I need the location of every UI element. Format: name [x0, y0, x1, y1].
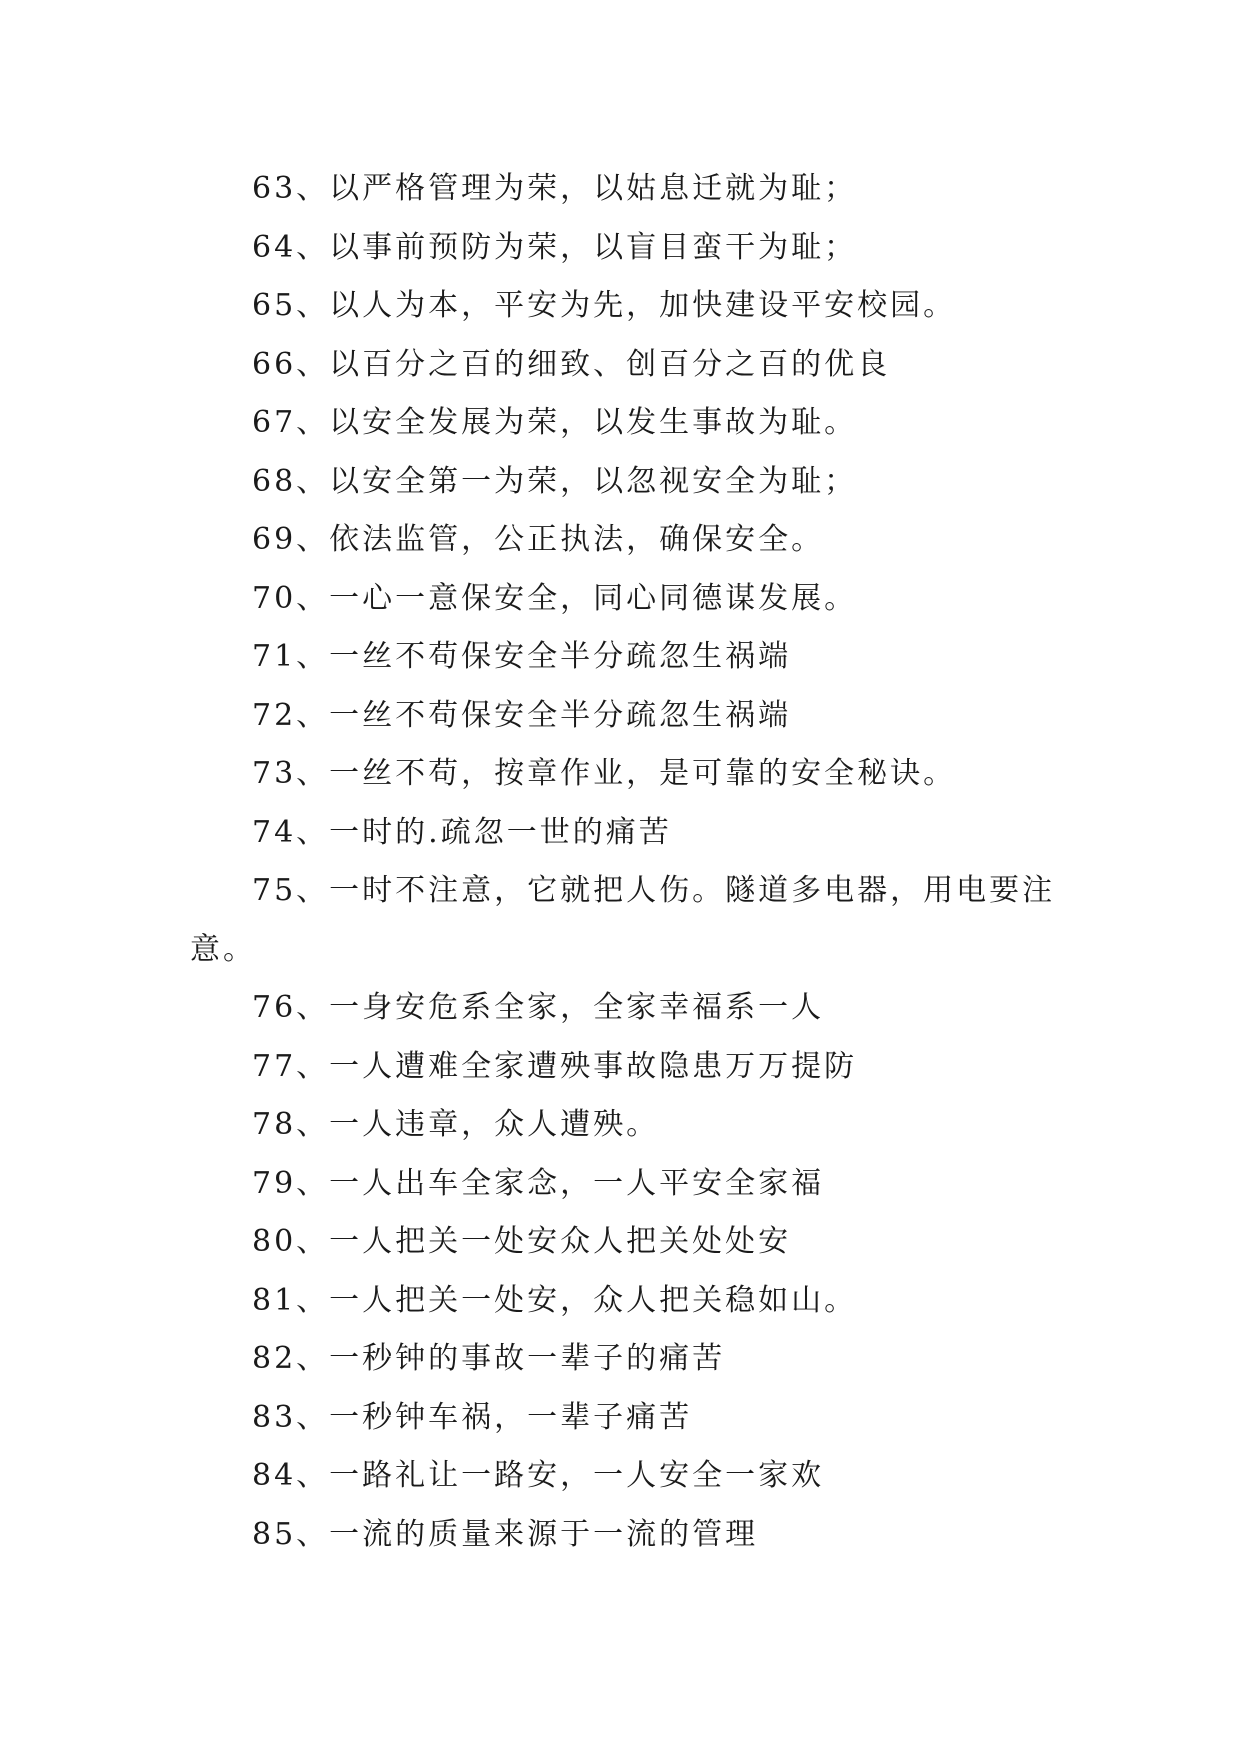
list-item: 66、以百分之百的细致、创百分之百的优良	[252, 346, 891, 382]
list-item: 83、一秒钟车祸，一辈子痛苦	[252, 1399, 693, 1435]
list-item: 81、一人把关一处安，众人把关稳如山。	[252, 1282, 858, 1318]
list-item: 82、一秒钟的事故一辈子的痛苦	[252, 1341, 726, 1376]
list-item: 79、一人出车全家念，一人平安全家福	[252, 1165, 825, 1201]
list-item: 64、以事前预防为荣，以盲目蛮干为耻；	[252, 229, 858, 265]
list-item: 76、一身安危系全家，全家幸福系一人	[252, 990, 825, 1025]
list-item: 85、一流的质量来源于一流的管理	[252, 1516, 759, 1552]
list-item: 75、一时不注意，它就把人伤。隧道多电器，用电要注意。	[190, 873, 1056, 967]
list-item: 84、一路礼让一路安，一人安全一家欢	[252, 1458, 825, 1493]
list-item: 63、以严格管理为荣，以姑息迁就为耻；	[252, 171, 858, 206]
list-item: 65、以人为本，平安为先，加快建设平安校园。	[252, 288, 957, 323]
list-item: 71、一丝不苟保安全半分疏忽生祸端	[252, 639, 792, 674]
list-item: 72、一丝不苟保安全半分疏忽生祸端	[252, 697, 792, 733]
list-item: 69、依法监管，公正执法，确保安全。	[252, 522, 825, 557]
list-item: 73、一丝不苟，按章作业，是可靠的安全秘诀。	[252, 756, 957, 791]
list-item: 70、一心一意保安全，同心同德谋发展。	[252, 580, 858, 616]
list-item: 80、一人把关一处安众人把关处处安	[252, 1224, 792, 1259]
list-item: 67、以安全发展为荣，以发生事故为耻。	[252, 405, 858, 440]
list-item: 74、一时的.疏忽一世的痛苦	[252, 814, 672, 850]
list-item: 78、一人违章，众人遭殃。	[252, 1107, 660, 1142]
list-item: 77、一人遭难全家遭殃事故隐患万万提防	[252, 1048, 858, 1084]
slogan-list	[190, 160, 1070, 1564]
list-item: 68、以安全第一为荣，以忽视安全为耻；	[252, 463, 858, 499]
